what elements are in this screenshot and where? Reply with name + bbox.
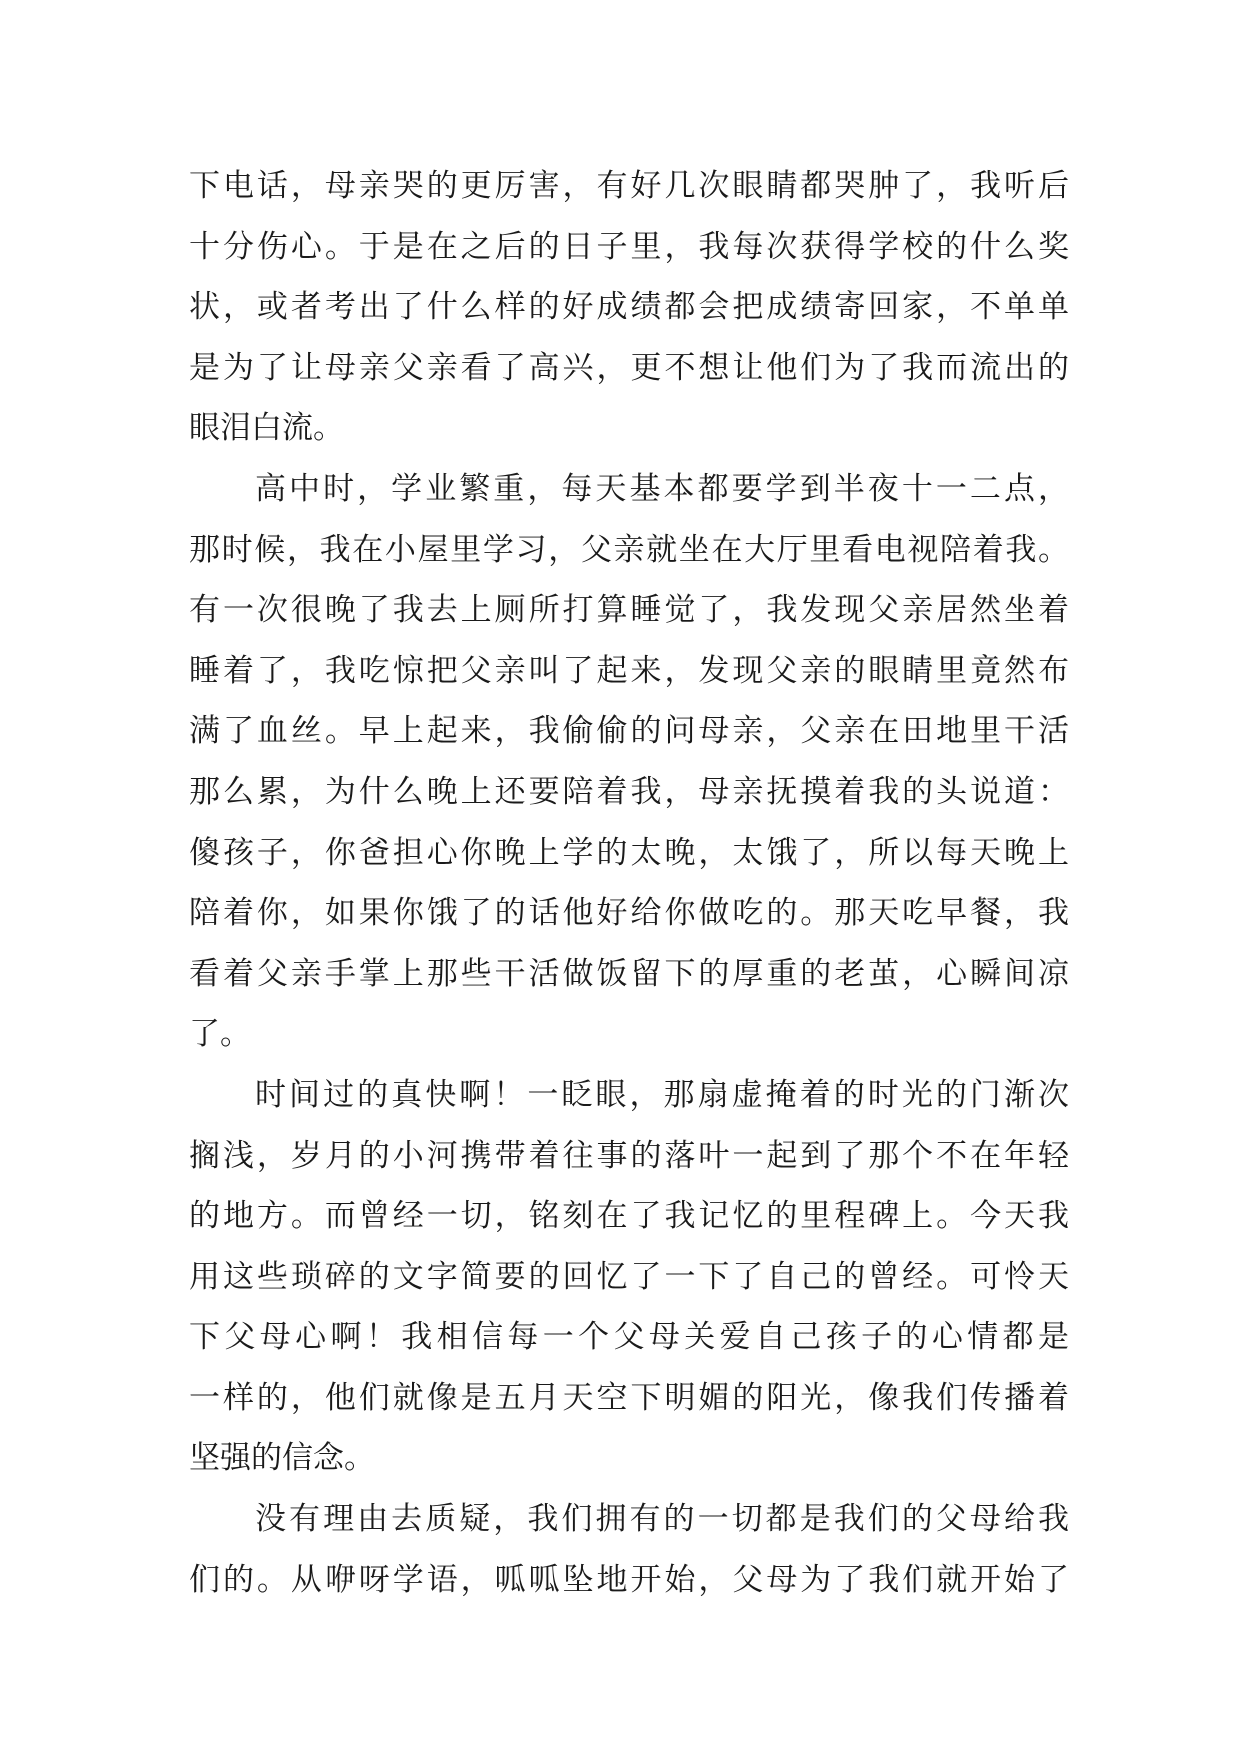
text-line: 坚强的信念。 <box>189 1440 375 1477</box>
text-line: 那时候，我在小屋里学习，父亲就坐在大厅里看电视陪着我。 <box>189 531 1069 568</box>
text-line: 了。 <box>189 1016 251 1053</box>
text-line: 那么累，为什么晚上还要陪着我，母亲抚摸着我的头说道： <box>189 773 1069 810</box>
text-line: 十分伤心。于是在之后的日子里，我每次获得学校的什么奖 <box>189 228 1069 265</box>
text-line: 满了血丝。早上起来，我偷偷的问母亲，父亲在田地里干活 <box>189 713 1069 750</box>
text-line: 下电话，母亲哭的更厉害，有好几次眼睛都哭肿了，我听后 <box>189 168 1069 204</box>
body-text <box>189 156 1069 1610</box>
text-line: 们的。从咿呀学语，呱呱坠地开始，父母为了我们就开始了 <box>189 1561 1069 1598</box>
text-line: 状，或者考出了什么样的好成绩都会把成绩寄回家，不单单 <box>189 289 1069 326</box>
text-line: 是为了让母亲父亲看了高兴，更不想让他们为了我而流出的 <box>189 349 1069 386</box>
paragraph-first-line: 没有理由去质疑，我们拥有的一切都是我们的父母给我 <box>255 1501 1069 1538</box>
paragraph-first-line: 时间过的真快啊！一眨眼，那扇虚掩着的时光的门渐次 <box>255 1076 1069 1113</box>
text-line: 用这些琐碎的文字简要的回忆了一下了自己的曾经。可怜天 <box>189 1258 1069 1295</box>
text-line: 的地方。而曾经一切，铭刻在了我记忆的里程碑上。今天我 <box>189 1198 1069 1235</box>
text-line: 下父母心啊！我相信每一个父母关爱自己孩子的心情都是 <box>189 1319 1069 1356</box>
text-line: 陪着你，如果你饿了的话他好给你做吃的。那天吃早餐，我 <box>189 895 1069 932</box>
text-line: 一样的，他们就像是五月天空下明媚的阳光，像我们传播着 <box>189 1379 1069 1416</box>
text-line: 看着父亲手掌上那些干活做饭留下的厚重的老茧，心瞬间凉 <box>189 955 1069 992</box>
text-line: 眼泪白流。 <box>189 410 344 447</box>
text-line: 搁浅，岁月的小河携带着往事的落叶一起到了那个不在年轻 <box>189 1137 1069 1174</box>
text-line: 傻孩子，你爸担心你晚上学的太晚，太饿了，所以每天晚上 <box>189 834 1069 871</box>
paragraph-first-line: 高中时，学业繁重，每天基本都要学到半夜十一二点， <box>255 470 1069 507</box>
text-line: 有一次很晚了我去上厕所打算睡觉了，我发现父亲居然坐着 <box>189 592 1069 629</box>
text-line: 睡着了，我吃惊把父亲叫了起来，发现父亲的眼睛里竟然布 <box>189 652 1069 689</box>
